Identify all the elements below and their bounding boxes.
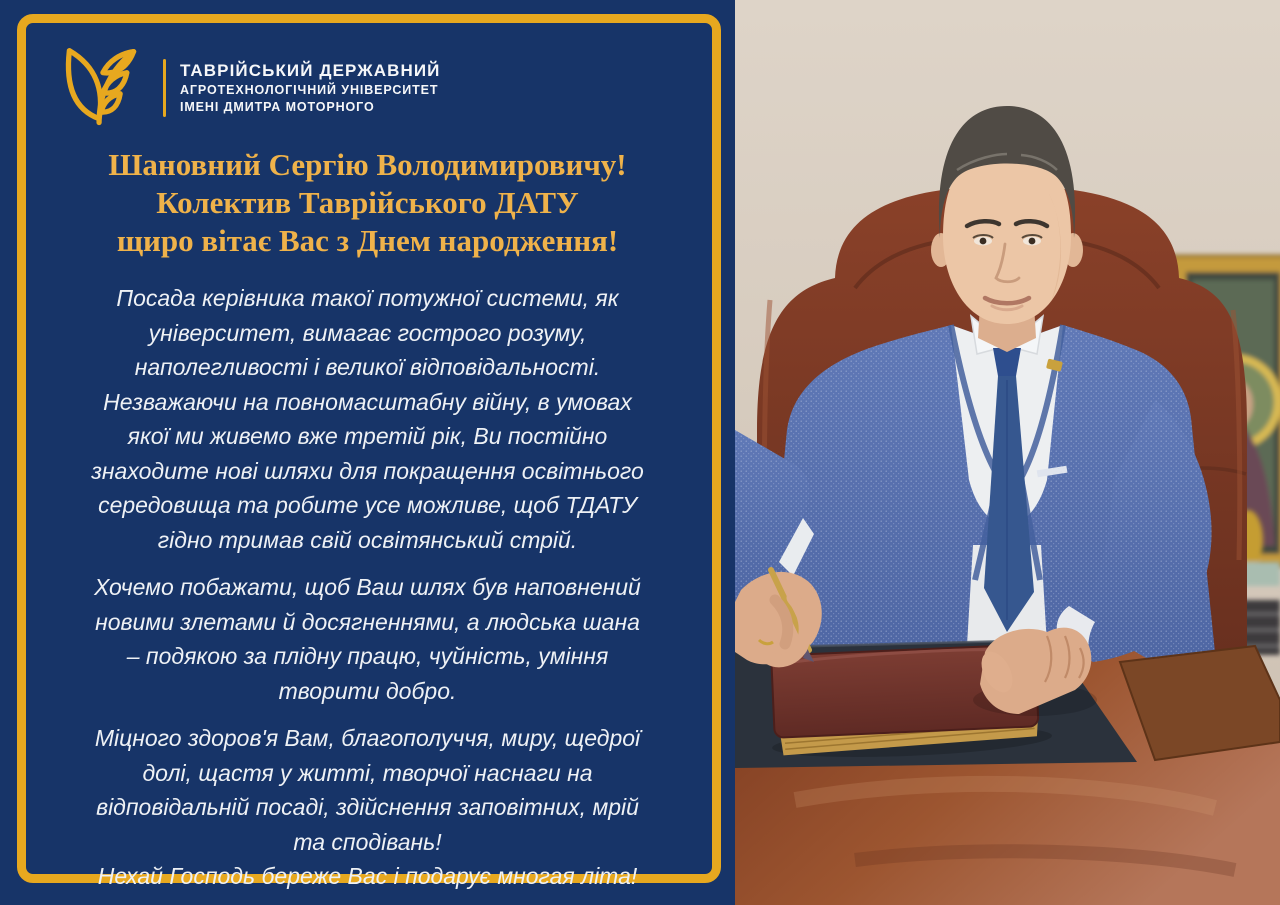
greeting-heading [0,146,735,260]
body-line: знаходите нові шляхи для покращення освітнього [91,457,644,484]
university-name-line1: ТАВРІЙСЬКИЙ ДЕРЖАВНИЙ [180,60,441,80]
rector-photo [735,0,1280,905]
body-line: Міцного здоров'я Вам, благополуччя, миру, щедрої [94,725,641,751]
greeting-paragraph-1 [30,281,705,557]
greeting-paragraph-3 [30,721,705,894]
body-line: середовища та робите усе можливе, щоб ТДАТУ [98,492,637,518]
body-line: університет, вимагає гострого розуму, [148,319,587,346]
greeting-paragraph-2 [30,570,705,708]
body-line: Хочемо побажати, щоб Ваш шлях був наповнений [94,574,641,600]
university-logo-block [53,42,440,134]
university-logo-icon [53,42,149,134]
body-line: Нехай Господь береже Вас і подарує многая літа! [97,863,638,889]
university-name-line3: ІМЕНІ ДМИТРА МОТОРНОГО [180,100,375,114]
heading-line: Колектив Таврійського ДАТУ [156,185,579,220]
body-line: творити добро. [278,677,457,704]
face [943,148,1071,324]
body-line: Посада керівника такої потужної системи, як [116,285,619,311]
heading-line: Шановний Сергію Володимировичу! [108,147,627,182]
heading-line: щиро вітає Вас з Днем народження! [116,223,619,258]
logo-divider [163,59,166,117]
body-line: наполегливості і великої відповідальності. [134,354,601,380]
body-line: відповідальній посаді, здійснення заповітних, мрій [96,794,639,820]
body-line: – подякою за плідну працю, чуйність, уміння [126,643,609,669]
body-line: новими злетами й досягненнями, а людська шана [95,608,640,635]
body-line: якої ми живемо вже третій рік, Ви постійно [127,423,608,449]
university-name [180,61,440,116]
greeting-body [30,281,705,894]
rector-portrait-at-desk [735,0,1280,905]
body-line: гідно тримав свій освітянський стрій. [157,526,578,553]
university-name-line2: АГРОТЕХНОЛОГІЧНИЙ УНІВЕРСИТЕТ [180,82,439,97]
body-line: Незважаючи на повномасштабну війну, в умовах [103,388,632,415]
body-line: долі, щастя у житті, творчої наснаги на [142,759,593,786]
body-line: та сподівань! [293,828,442,855]
